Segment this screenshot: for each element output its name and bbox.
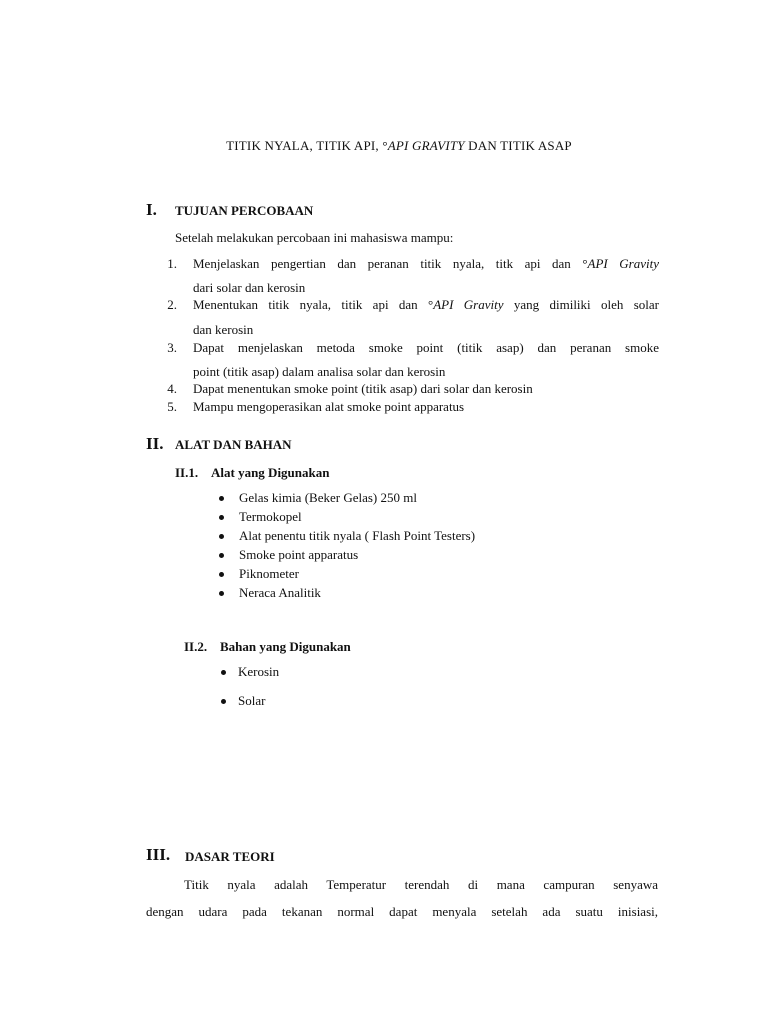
list-number: 3. <box>167 340 177 355</box>
list-number: 1. <box>167 256 177 271</box>
paragraph-line: dengan udara pada tekanan normal dapat menyala setelah ada suatu inisiasi, <box>146 904 658 919</box>
list-item: Neraca Analitik <box>239 585 321 600</box>
section-1-intro: Setelah melakukan percobaan ini mahasiswa mampu: <box>175 230 454 245</box>
list-number: 5. <box>167 399 177 414</box>
bullet-icon <box>219 534 224 539</box>
paragraph-line: Titik nyala adalah Temperatur terendah di mana campuran senyawa <box>184 877 658 892</box>
subsection-2-1-number: II.1. <box>175 465 199 480</box>
bullet-icon <box>219 553 224 558</box>
list-item-continuation: point (titik asap) dalam analisa solar dan kerosin <box>193 364 446 379</box>
section-1-roman: I. <box>146 200 157 219</box>
bullet-icon <box>221 670 226 675</box>
subsection-2-1-heading: Alat yang Digunakan <box>211 465 330 480</box>
list-item: Menentukan titik nyala, titik api dan °API Gravity yang dimiliki oleh solar <box>193 297 660 312</box>
subsection-2-2-number: II.2. <box>184 639 208 654</box>
list-item: Piknometer <box>239 566 299 581</box>
list-item: Dapat menentukan smoke point (titik asap) dari solar dan kerosin <box>193 381 533 396</box>
list-item: Alat penentu titik nyala ( Flash Point Testers) <box>239 528 476 543</box>
list-item: Kerosin <box>238 664 280 679</box>
list-item: Mampu mengoperasikan alat smoke point apparatus <box>193 399 465 414</box>
list-number: 4. <box>167 381 177 396</box>
bullet-icon <box>221 699 226 704</box>
list-item-continuation: dan kerosin <box>193 322 254 337</box>
bullet-icon <box>219 591 224 596</box>
bullet-icon <box>219 496 224 501</box>
list-item: Termokopel <box>239 509 302 524</box>
page-title: TITIK NYALA, TITIK API, °API GRAVITY DAN TITIK ASAP <box>226 138 572 153</box>
section-2-roman: II. <box>146 434 164 453</box>
list-item: Solar <box>238 693 266 708</box>
list-item: Smoke point apparatus <box>239 547 359 562</box>
bullet-icon <box>219 515 224 520</box>
subsection-2-2-heading: Bahan yang Digunakan <box>220 639 351 654</box>
list-item-continuation: dari solar dan kerosin <box>193 280 306 295</box>
list-item: Dapat menjelaskan metoda smoke point (titik asap) dan peranan smoke <box>193 340 659 355</box>
list-item: Gelas kimia (Beker Gelas) 250 ml <box>239 490 417 505</box>
section-2-heading: ALAT DAN BAHAN <box>175 437 292 452</box>
section-3-heading: DASAR TEORI <box>185 849 275 864</box>
section-3-roman: III. <box>146 845 171 864</box>
list-item: Menjelaskan pengertian dan peranan titik nyala, titk api dan °API Gravity <box>193 256 660 271</box>
section-1-heading: TUJUAN PERCOBAAN <box>175 203 314 218</box>
bullet-icon <box>219 572 224 577</box>
list-number: 2. <box>167 297 177 312</box>
